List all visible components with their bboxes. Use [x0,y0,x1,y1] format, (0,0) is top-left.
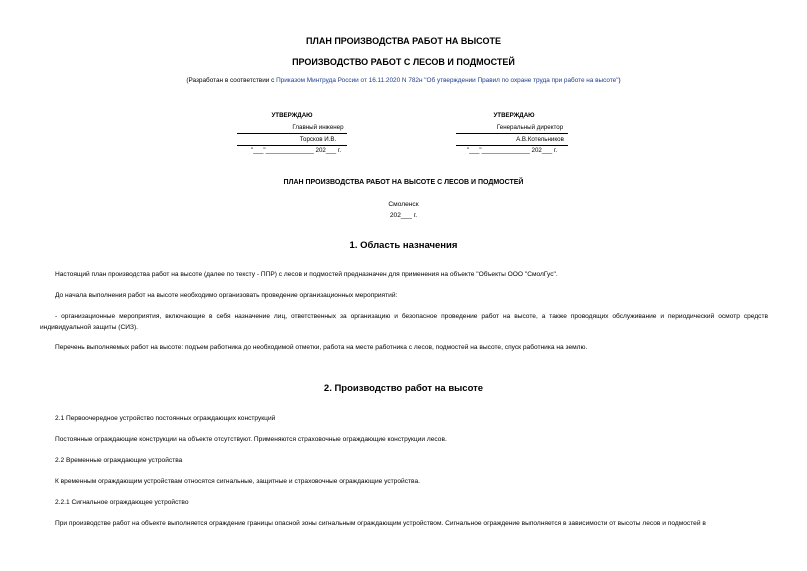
legal-basis [0,77,807,84]
legal-basis-suffix: ) [618,77,621,84]
approval-right-name: А.В.Котельников [516,136,564,143]
year: 202___ г. [389,212,418,219]
paragraph: Настоящий план производства работ на высоте (далее по тексту - ППР) с лесов и подмостей предназначен для применения на объекте "Объекты ООО "СмолГус". [55,271,558,278]
approval-left-date: "___"______________ 202___ г. [250,147,342,154]
approval-left-heading: УТВЕРЖДАЮ [271,112,313,119]
legal-basis-prefix: (Разработан в соответствии с [186,77,277,84]
approval-right-heading: УТВЕРЖДАЮ [493,112,535,119]
signature-line [237,133,347,134]
paragraph: - организационные мероприятия, включающие в себя назначение лиц, ответственных за организацию и безопасное проведение работ на высоте, а также проводящих обслуживание и периодический осмотр средств индивидуальной защиты (СИЗ). [40,313,768,331]
signature-line [456,133,568,134]
order-link[interactable]: Приказом Минтруда России от 16.11.2020 N 782н "Об утверждении Правил по охране труда при работе на высоте" [276,77,619,84]
document-title: ПЛАН ПРОИЗВОДСТВА РАБОТ НА ВЫСОТЕ С ЛЕСОВ И ПОДМОСТЕЙ [283,179,524,186]
subsection-heading: 2.2.1 Сигнальное ограждающее устройство [55,499,189,506]
section-1-heading: 1. Область назначения [349,240,458,251]
sub-title: ПРОИЗВОДСТВО РАБОТ С ЛЕСОВ И ПОДМОСТЕЙ [292,57,515,67]
approval-right-position: Генеральный директор [496,124,564,131]
paragraph: Постоянные ограждающие конструкции на объекте отсутствуют. Применяются страховочные ограждающие конструкции лесов. [55,436,447,443]
subsection-heading: 2.1 Первоочередное устройство постоянных ограждающих конструкций [55,415,276,422]
paragraph: До начала выполнения работ на высоте необходимо организовать проведение организационных мероприятий: [55,292,398,299]
city: Смоленск [388,201,419,208]
signature-line [456,145,568,146]
paragraph: Перечень выполняемых работ на высоте: подъем работника до необходимой отметки, работа на месте работника с лесов, подмостей на высоте, спуск работника на землю. [55,344,588,351]
main-title: ПЛАН ПРОИЗВОДСТВА РАБОТ НА ВЫСОТЕ [306,36,501,46]
approval-left-position: Главный инженер [292,124,344,131]
signature-line [237,145,347,146]
section-2-heading: 2. Производство работ на высоте [323,383,484,394]
paragraph: К временным ограждающим устройствам относятся сигнальные, защитные и страховочные ограждающие устройства. [55,478,420,485]
approval-left-name: Торсков И.В. [299,136,337,143]
paragraph: При производстве работ на объекте выполняется ограждение границы опасной зоны сигнальным ограждающим устройством. Сигнальное ограждение выполняется в зависимости от высоты лесов и подмостей в [55,520,706,527]
approval-right-date: "___"______________ 202___ г. [466,147,558,154]
subsection-heading: 2.2 Временные ограждающие устройства [55,457,183,464]
